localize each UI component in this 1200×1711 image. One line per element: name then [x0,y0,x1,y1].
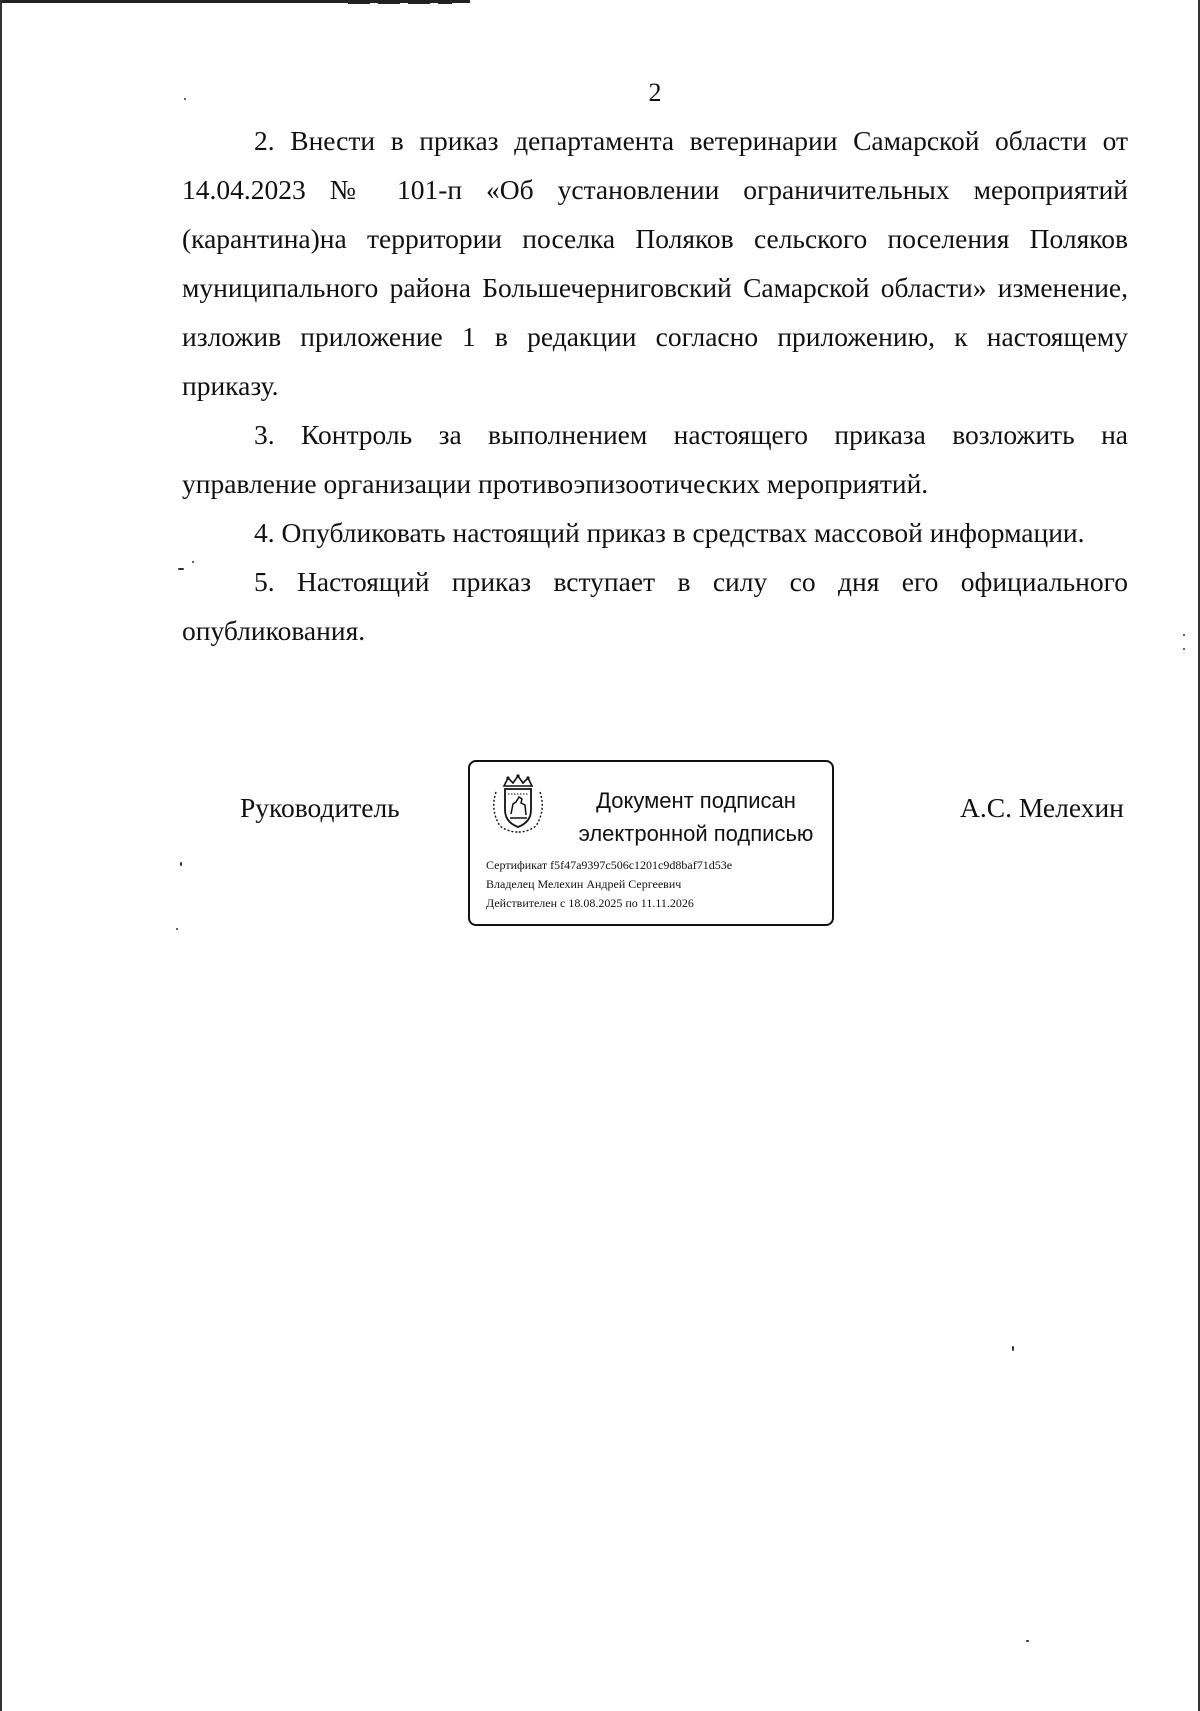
scan-edge-left [0,0,2,1711]
paragraph-5: 5. Настоящий приказ вступает в силу со дня его официального опубликования. [182,566,1128,646]
scan-speck [192,561,194,563]
paragraph-3: 3. Контроль за выполнением настоящего приказа возложить на управление организации противоэпизоотических мероприятий. [182,419,1128,499]
scan-speck [178,568,184,570]
stamp-validity: Действителен с 18.08.2025 по 11.11.2026 [486,896,694,910]
signer-name: А.С. Мелехин [960,792,1124,823]
scan-speck [180,862,182,866]
scan-edge-dash [348,2,370,4]
stamp-details [486,856,732,913]
scan-speck [1183,634,1185,636]
samara-region-coat-of-arms-icon [486,772,550,836]
document-body [182,116,1128,655]
scan-speck [176,928,178,930]
paragraph-4: 4. Опубликовать настоящий приказ в средствах массовой информации. [254,517,1085,548]
stamp-owner: Владелец Мелехин Андрей Сергеевич [486,877,682,891]
electronic-signature-stamp [468,760,834,926]
signer-title: Руководитель [240,792,400,823]
stamp-headline-line1: Документ подписан [596,788,796,813]
scan-edge-dash [378,2,400,4]
paragraph-2: 2. Внести в приказ департамента ветеринарии Самарской области от 14.04.2023 № 101-п «Об установлении ограничительных мероприятий (карантина)на территории поселка Поляков сельского поселения Поляков муниципального района Большечерниговский Самарской области» изменение, изложив приложение 1 в редакции согласно приложению, к настоящему приказу. [182,125,1128,401]
stamp-certificate: Сертификат f5f47a9397c506c1201c9d8baf71d53e [486,858,733,872]
stamp-headline [566,784,826,850]
stamp-headline-line2: электронной подписью [578,821,814,846]
page-number: 2 [648,78,662,107]
scan-speck [1026,1640,1029,1642]
scan-speck [1183,648,1185,650]
scan-edge-dash [438,2,452,4]
scan-edge-dash [408,2,430,4]
scan-speck [1012,1346,1014,1351]
scan-speck [184,98,186,100]
